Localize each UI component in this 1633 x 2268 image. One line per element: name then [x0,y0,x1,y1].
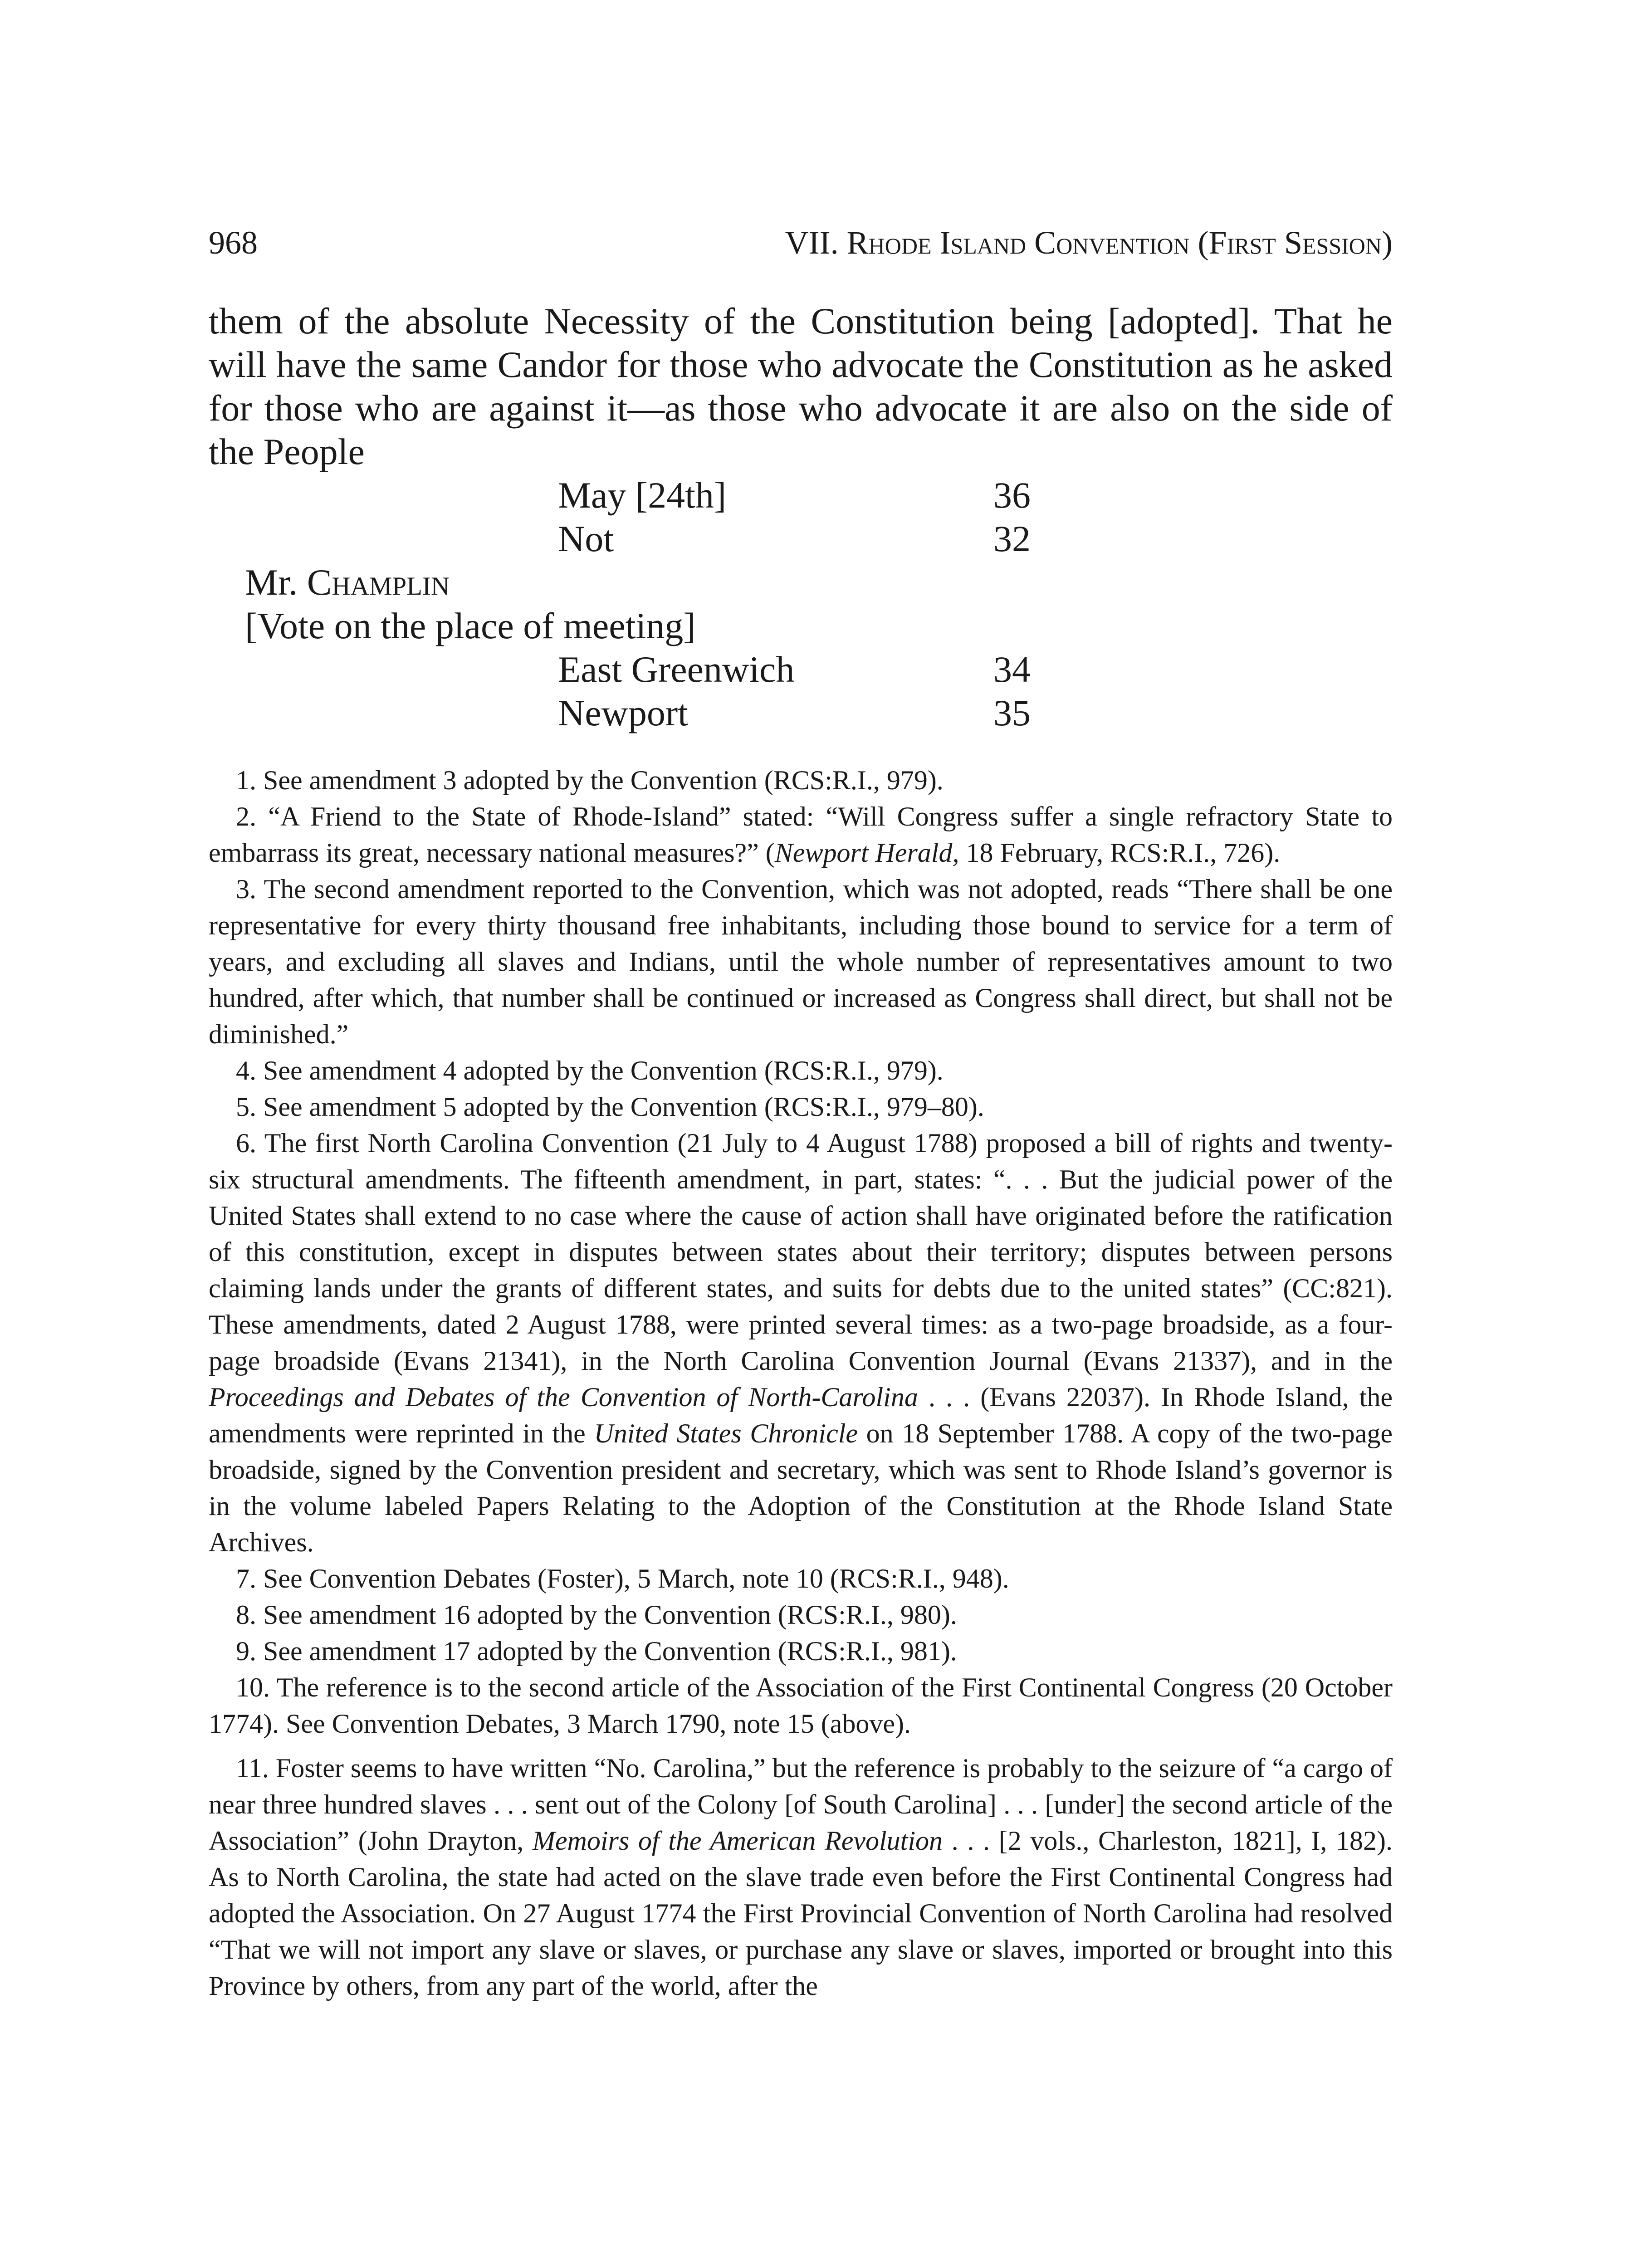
footnote-7: 7. See Convention Debates (Foster), 5 March, note 10 (RCS:R.I., 948). [236,1564,1009,1593]
footnotes [209,762,1393,2004]
footnote-text: 6. The first North Carolina Convention (21 July to 4 August 1788) proposed a bill of rights and twenty-six structural amendments. The fifteenth amendment, in part, states: “. . . But the judicial power of the United States shall extend to no case where the cause of action shall have originated before the ratification of this constitution, except in disputes between states about their territory; disputes between persons claiming lands under the grants of different states, and suits for debts due to the united states” (CC:821). These amendments, dated 2 August 1788, were printed several times: as a two-page broadside, as a four-page broadside (Evans 21341), in the North Carolina Convention Journal (Evans 21337), and in the [209,1128,1393,1376]
footnote-italic: Newport Herald, [774,838,959,868]
running-head-numeral: VII. [785,225,847,261]
footnote-8: 8. See amendment 16 adopted by the Convention (RCS:R.I., 980). [236,1600,957,1630]
body-paragraph: them of the absolute Necessity of the Constitution being [adopted]. That he will have the same Candor for those who advocate the Constitution as he asked for those who are against it—as those who advocate it are also on the side of the People [209,300,1393,472]
running-head-title: Rhode Island Convention (First Session) [846,225,1393,261]
vote-label: Newport [558,692,688,733]
vote-topic: [Vote on the place of meeting] [245,605,696,646]
footnote-text: . . . [2 vols., Charleston, 1821], I, 182). As to North Carolina, the state had acted on the slave trade even before the First Continental Congress had adopted the Association. On 27 August 1774 the First Provincial Convention of North Carolina had resolved “That we will not import any slave or slaves, or purchase any slave or slaves, imported or brought into this Province by others, from any part of the world, after the [209,1826,1393,2001]
page-number: 968 [209,225,258,261]
footnote-9: 9. See amendment 17 adopted by the Convention (RCS:R.I., 981). [236,1636,957,1666]
vote-count: 36 [993,474,1031,516]
footnote-5: 5. See amendment 5 adopted by the Convention (RCS:R.I., 979–80). [236,1092,984,1122]
footnote-text: 2. “A Friend to the State of Rhode-Island” stated: “Will Congress suffer a single refractory State to embarrass its great, necessary national measures?” ( [209,802,1393,868]
footnote-text: on 18 September 1788. A copy of the two-page broadside, signed by the Convention president and secretary, which was sent to Rhode Island’s governor is in the volume labeled Papers Relating to the Adoption of the Constitution at the Rhode Island State Archives. [209,1418,1393,1557]
vote-row [209,691,1393,735]
footnote-11 [209,1750,1393,2004]
footnote-text: . . . (Evans 22037). In Rhode Island, the amendments were reprinted in the [209,1382,1393,1448]
speaker-prefix: Mr. [245,562,307,603]
speaker-line [209,561,1393,604]
vote-label: Not [558,518,614,559]
main-text [209,299,1393,735]
vote-row [209,648,1393,691]
vote-count: 34 [993,649,1031,690]
footnote-4: 4. See amendment 4 adopted by the Convention (RCS:R.I., 979). [236,1056,944,1085]
running-header [209,218,1393,268]
vote-label: May [24th] [558,474,727,516]
footnote-6 [209,1125,1393,1560]
speaker-name: Champlin [307,562,450,603]
vote-row [209,474,1393,517]
footnote-italic: United States Chronicle [594,1418,858,1448]
footnote-italic: Proceedings and Debates of the Convention of North-Carolina [209,1382,918,1412]
footnote-1: 1. See amendment 3 adopted by the Convention (RCS:R.I., 979). [236,765,944,795]
footnote-3: 3. The second amendment reported to the Convention, which was not adopted, reads “There shall be one representative for every thirty thousand free inhabitants, including those bound to service for a term of years, and excluding all slaves and Indians, until the whole number of representatives amount to two hundred, after which, that number shall be continued or increased as Congress shall direct, but shall not be diminished.” [209,874,1393,1049]
footnote-text: 11. Foster seems to have written “No. Carolina,” but the reference is probably to the seizure of “a cargo of near three hundred slaves . . . sent out of the Colony [of South Carolina] . . . [under] the second article of the Association” (John Drayton, [209,1753,1393,1856]
footnote-10: 10. The reference is to the second article of the Association of the First Continental Congress (20 October 1774). See Convention Debates, 3 March 1790, note 15 (above). [209,1672,1393,1739]
vote-label: East Greenwich [558,649,795,690]
vote-count: 35 [993,692,1031,733]
footnote-italic: Memoirs of the American Revolution [532,1826,943,1856]
footnote-text: 18 February, RCS:R.I., 726). [959,838,1281,868]
vote-row [209,517,1393,561]
vote-count: 32 [993,518,1031,559]
running-head [785,218,1393,268]
footnote-2 [209,798,1393,871]
